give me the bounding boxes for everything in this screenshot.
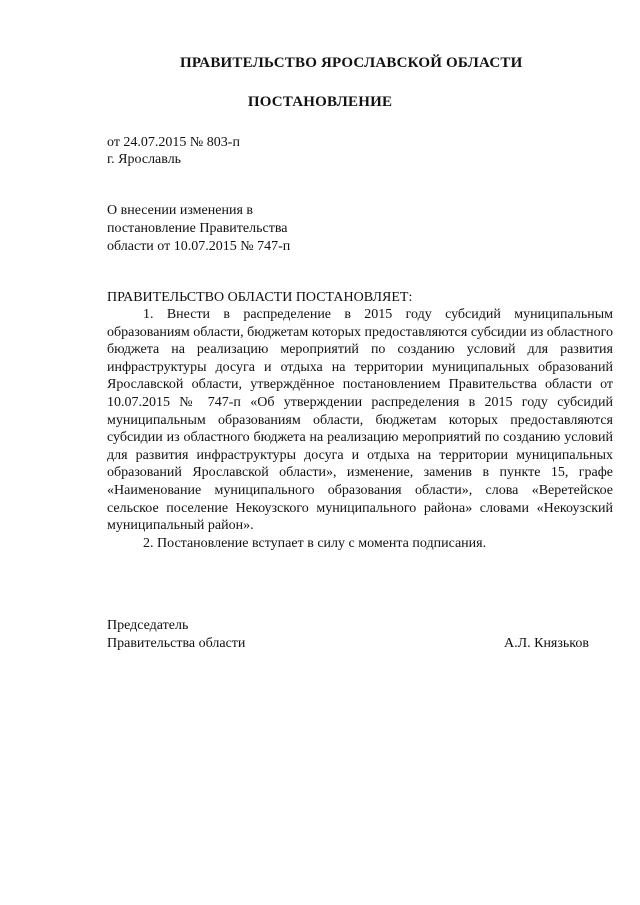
signatory-name: А.Л. Князьков <box>504 636 589 651</box>
signatory-title-line1: Председатель <box>107 618 189 633</box>
resolves-heading: ПРАВИТЕЛЬСТВО ОБЛАСТИ ПОСТАНОВЛЯЕТ: <box>107 290 413 305</box>
date-number: от 24.07.2015 № 803-п <box>107 135 240 150</box>
city: г. Ярославль <box>107 152 182 167</box>
government-name: ПРАВИТЕЛЬСТВО ЯРОСЛАВСКОЙ ОБЛАСТИ <box>180 55 523 71</box>
subject-line: постановление Правительства <box>107 221 288 236</box>
subject-line: О внесении изменения в <box>107 203 253 218</box>
signature-block <box>107 617 589 653</box>
signatory-title-line2: Правительства области <box>107 636 246 651</box>
body-paragraph: 2. Постановление вступает в силу с момента подписания. <box>143 535 487 551</box>
document-body <box>107 306 613 552</box>
document-subject <box>107 202 290 256</box>
document-type-title: ПОСТАНОВЛЕНИЕ <box>247 94 393 110</box>
subject-line: области от 10.07.2015 № 747-п <box>107 239 291 254</box>
body-paragraph: 1. Внести в распределение в 2015 году субсидий муниципальным образованиям области, бюджетам которых предоставляются субсидии из областного бюджета на реализацию мероприятий по созданию условий для развития инфраструктуры досуга и отдыха на территории муниципальных образований Ярославской области, утверждённое постановлением Правительства области от 10.07.2015 № 747-п «Об утверждении распределения в 2015 году субсидий муниципальным образованиям области, бюджетам которых предоставляются субсидии из областного бюджета на реализацию мероприятий по созданию условий для развития инфраструктуры досуга и отдыха на территории муниципальных образований Ярославской области», изменение, заменив в пункте 15, графе «Наименование муниципального образования области», слова «Веретейское сельское поселение Некоузского муниципального района» словами «Некоузский муниципальный район». <box>107 307 613 534</box>
